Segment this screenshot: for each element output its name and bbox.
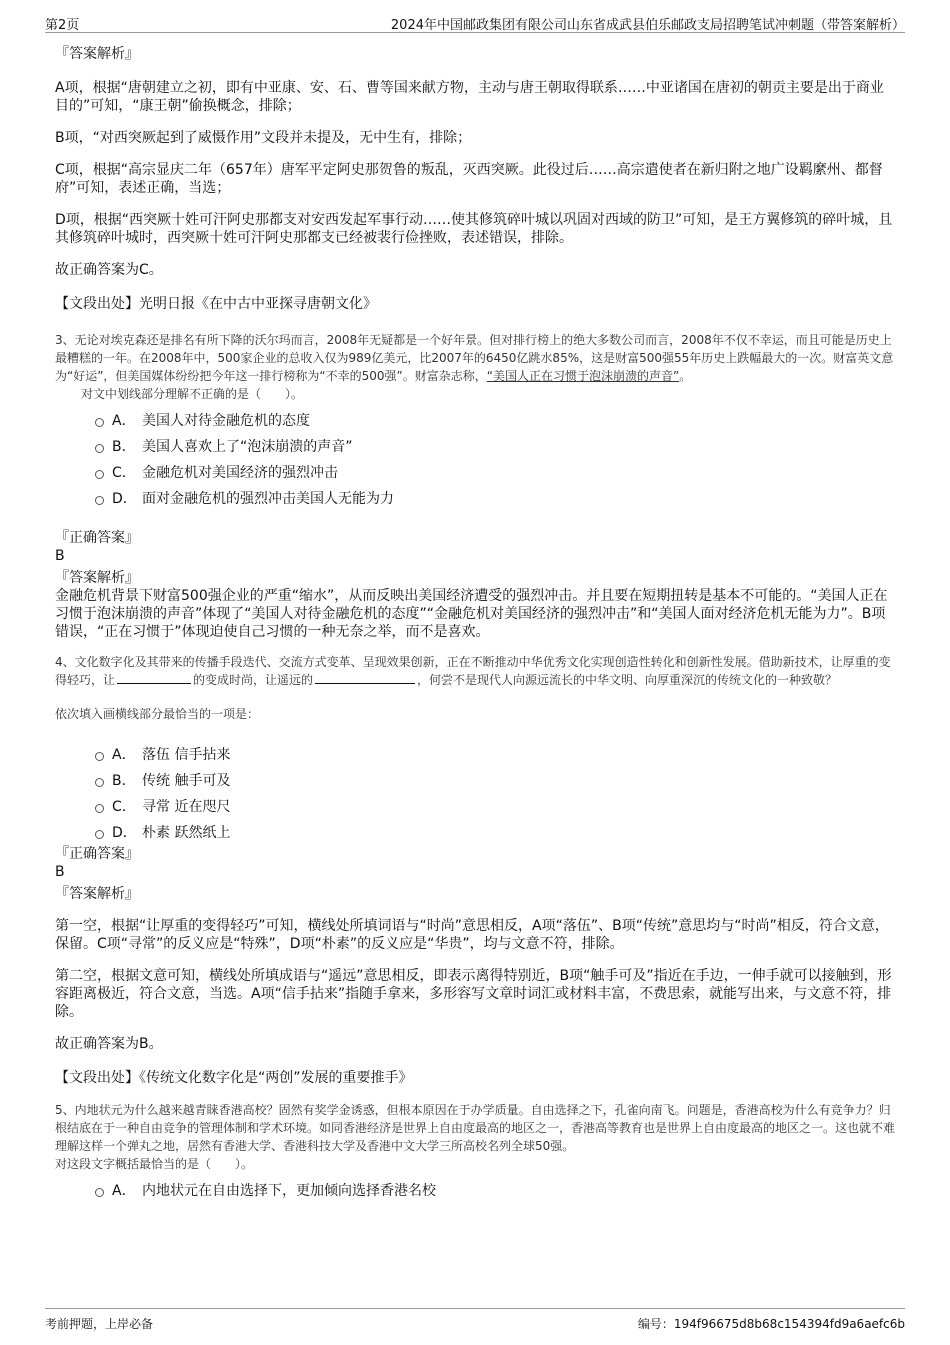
fill-blank-1 <box>117 671 191 684</box>
q2-analysis-a: A项，根据“唐朝建立之初，即有中亚康、安、石、曹等国来献方物，主动与唐王朝取得联系……中亚诸国在唐初的朝贡主要是出于商业目的”可知，“康王朝”偷换概念，排除； <box>55 80 884 114</box>
option-letter: A． <box>112 1183 136 1199</box>
q3-answer-label: 『正确答案』 <box>55 530 139 546</box>
q4-option-b[interactable] <box>95 767 895 793</box>
q3-option-c[interactable] <box>95 459 895 485</box>
q2-conclusion: 故正确答案为C。 <box>55 262 163 278</box>
q4-question: 依次填入画横线部分最恰当的一项是： <box>55 707 260 721</box>
radio-icon[interactable] <box>95 470 104 479</box>
q3-options <box>95 407 895 511</box>
q3-option-a[interactable] <box>95 407 895 433</box>
option-text: 面对金融危机的强烈冲击美国人无能为力 <box>142 491 394 507</box>
q3-answer: B <box>55 548 65 564</box>
q2-analysis-d: D项，根据“西突厥十姓可汗阿史那都支对安西发起军事行动……使其修筑碎叶城以巩固对西域的防卫”可知，是王方翼修筑的碎叶城，且其修筑碎叶城时，西突厥十姓可汗阿史那都支已经被裴行俭挫败，表述错误，排除。 <box>55 212 893 246</box>
q4-analysis-para2: 第二空，根据文意可知，横线处所填成语与“遥远”意思相反，即表示离得特别近，B项“触手可及”指近在手边，一伸手就可以接触到，形容距离极近，符合文意，当选。A项“信手拈来”指随手拿来，多形容写文章时词汇或材料丰富，不费思索，就能写出来，与文意不符，排除。 <box>55 968 892 1020</box>
page-header <box>45 12 905 33</box>
fill-blank-2 <box>315 671 415 684</box>
option-letter: C． <box>112 465 136 481</box>
radio-icon[interactable] <box>95 752 104 761</box>
q4-stem-part2: 的变成时尚，让遥远的 <box>193 673 314 687</box>
q3-question: 对文中划线部分理解不正确的是（ ）。 <box>81 387 304 401</box>
radio-icon[interactable] <box>95 444 104 453</box>
q3-option-d[interactable] <box>95 485 895 511</box>
radio-icon[interactable] <box>95 804 104 813</box>
option-letter: B． <box>112 439 136 455</box>
q3-analysis-label: 『答案解析』 <box>55 570 139 586</box>
option-text: 美国人喜欢上了“泡沫崩溃的声音” <box>142 439 353 455</box>
q4-answer: B <box>55 864 65 880</box>
q3-analysis: 金融危机背景下财富500强企业的严重“缩水”，从而反映出美国经济遭受的强烈冲击。并且要在短期扭转是基本不可能的。“美国人正在习惯于泡沫崩溃的声音”体现了“美国人对待金融危机的态度”“金融危机对美国经济的强烈冲击”和“美国人面对经济危机无能为力”。B项错误，“正在习惯于”体现迫使自己习惯的一种无奈之举，而不是喜欢。 <box>55 588 888 640</box>
option-letter: D． <box>112 825 137 841</box>
q4-stem-part1: 4、文化数字化及其带来的传播手段迭代、交流方式变革、呈现效果创新，正在不断推动中华优秀文化实现创造性转化和创新性发展。借助新技术，让厚重的变得轻巧，让 <box>55 655 891 687</box>
radio-icon[interactable] <box>95 778 104 787</box>
q2-analysis-label: 『答案解析』 <box>55 46 139 62</box>
radio-icon[interactable] <box>95 418 104 427</box>
option-text: 传统 触手可及 <box>142 773 231 789</box>
option-text: 金融危机对美国经济的强烈冲击 <box>142 465 338 481</box>
q4-conclusion: 故正确答案为B。 <box>55 1036 163 1052</box>
radio-icon[interactable] <box>95 1188 104 1197</box>
page-footer <box>45 1308 905 1331</box>
q3-stem <box>55 331 895 385</box>
q3-underlined-text: “美国人正在习惯于泡沫崩溃的声音” <box>486 369 680 383</box>
q4-stem-part3: ，何尝不是现代人向源远流长的中华文明、向厚重深沉的传统文化的一种致敬？ <box>417 673 838 687</box>
q4-option-a[interactable] <box>95 741 895 767</box>
document-code <box>638 1315 905 1332</box>
q4-option-c[interactable] <box>95 793 895 819</box>
radio-icon[interactable] <box>95 830 104 839</box>
q4-options <box>95 741 895 845</box>
option-text: 朴素 跃然纸上 <box>142 825 231 841</box>
code-label: 编号： <box>637 1317 674 1331</box>
document-title: 2024年中国邮政集团有限公司山东省成武县伯乐邮政支局招聘笔试冲刺题（带答案解析） <box>390 18 905 33</box>
q2-analysis-b: B项，“对西突厥起到了威慑作用”文段并未提及，无中生有，排除； <box>55 130 472 146</box>
q5-stem: 5、内地状元为什么越来越青睐香港高校？固然有奖学金诱惑，但根本原因在于办学质量。自由选择之下，孔雀向南飞。问题是，香港高校为什么有竞争力？归根结底在于一种自由竞争的管理体制和学术环境。如同香港经济是世界上自由度最高的地区之一，香港高等教育也是世界上自由度最高的地区之一。这也就不难理解这样一个弹丸之地，居然有香港大学、香港科技大学及香港中文大学三所高校名列全球50强。 <box>55 1103 896 1153</box>
option-text: 寻常 近在咫尺 <box>142 799 231 815</box>
q5-options <box>95 1177 895 1203</box>
q3-stem-text: 3、无论对埃克森还是排名有所下降的沃尔玛而言，2008年无疑都是一个好年景。但对排行榜上的绝大多数公司而言，2008年不仅不幸运，而且可能是历史上最糟糕的一年。在2008年中，500家企业的总收入仅为989亿美元，比2007年的6450亿跳水85%，这是财富500强55年历史上跌幅最大的一次。财富英文意为“好运”，但美国媒体纷纷把今年这一排行榜称为“不幸的500强”。财富杂志称， <box>55 333 894 383</box>
q3-stem-end: 。 <box>679 369 692 383</box>
q3-option-b[interactable] <box>95 433 895 459</box>
radio-icon[interactable] <box>95 496 104 505</box>
footer-slogan: 考前押题，上岸必备 <box>45 1317 154 1331</box>
q4-analysis-para1: 第一空，根据“让厚重的变得轻巧”可知，横线处所填词语与“时尚”意思相反，A项“落伍”、B项“传统”意思均与“时尚”相反，符合文意，保留。C项“寻常”的反义应是“特殊”，D项“朴素”的反义应是“华贵”，均与文意不符，排除。 <box>55 918 889 952</box>
option-letter: D． <box>112 491 137 507</box>
option-letter: C． <box>112 799 136 815</box>
q4-analysis-label: 『答案解析』 <box>55 886 139 902</box>
q5-question: 对这段文字概括最恰当的是（ ）。 <box>55 1157 254 1171</box>
page-number: 第2页 <box>45 18 80 33</box>
option-text: 美国人对待金融危机的态度 <box>142 413 310 429</box>
q2-analysis-c: C项，根据“高宗显庆二年（657年）唐军平定阿史那贺鲁的叛乱，灭西突厥。此役过后……高宗遣使者在新归附之地广设羁縻州、都督府”可知，表述正确，当选； <box>55 162 883 196</box>
q4-stem <box>55 653 895 689</box>
q4-option-d[interactable] <box>95 819 895 845</box>
code-value: 194f96675d8b68c154394fd9a6aefc6b <box>673 1317 905 1331</box>
document-body <box>55 45 895 1203</box>
option-letter: B． <box>112 773 136 789</box>
option-text: 内地状元在自由选择下，更加倾向选择香港名校 <box>142 1183 436 1199</box>
option-letter: A． <box>112 413 136 429</box>
q2-source: 【文段出处】光明日报《在中古中亚探寻唐朝文化》 <box>55 296 377 312</box>
option-text: 落伍 信手拈来 <box>142 747 231 763</box>
option-letter: A． <box>112 747 136 763</box>
q4-answer-label: 『正确答案』 <box>55 846 139 862</box>
q4-source: 【文段出处】《传统文化数字化是“两创”发展的重要推手》 <box>55 1070 413 1086</box>
q5-option-a[interactable] <box>95 1177 895 1203</box>
